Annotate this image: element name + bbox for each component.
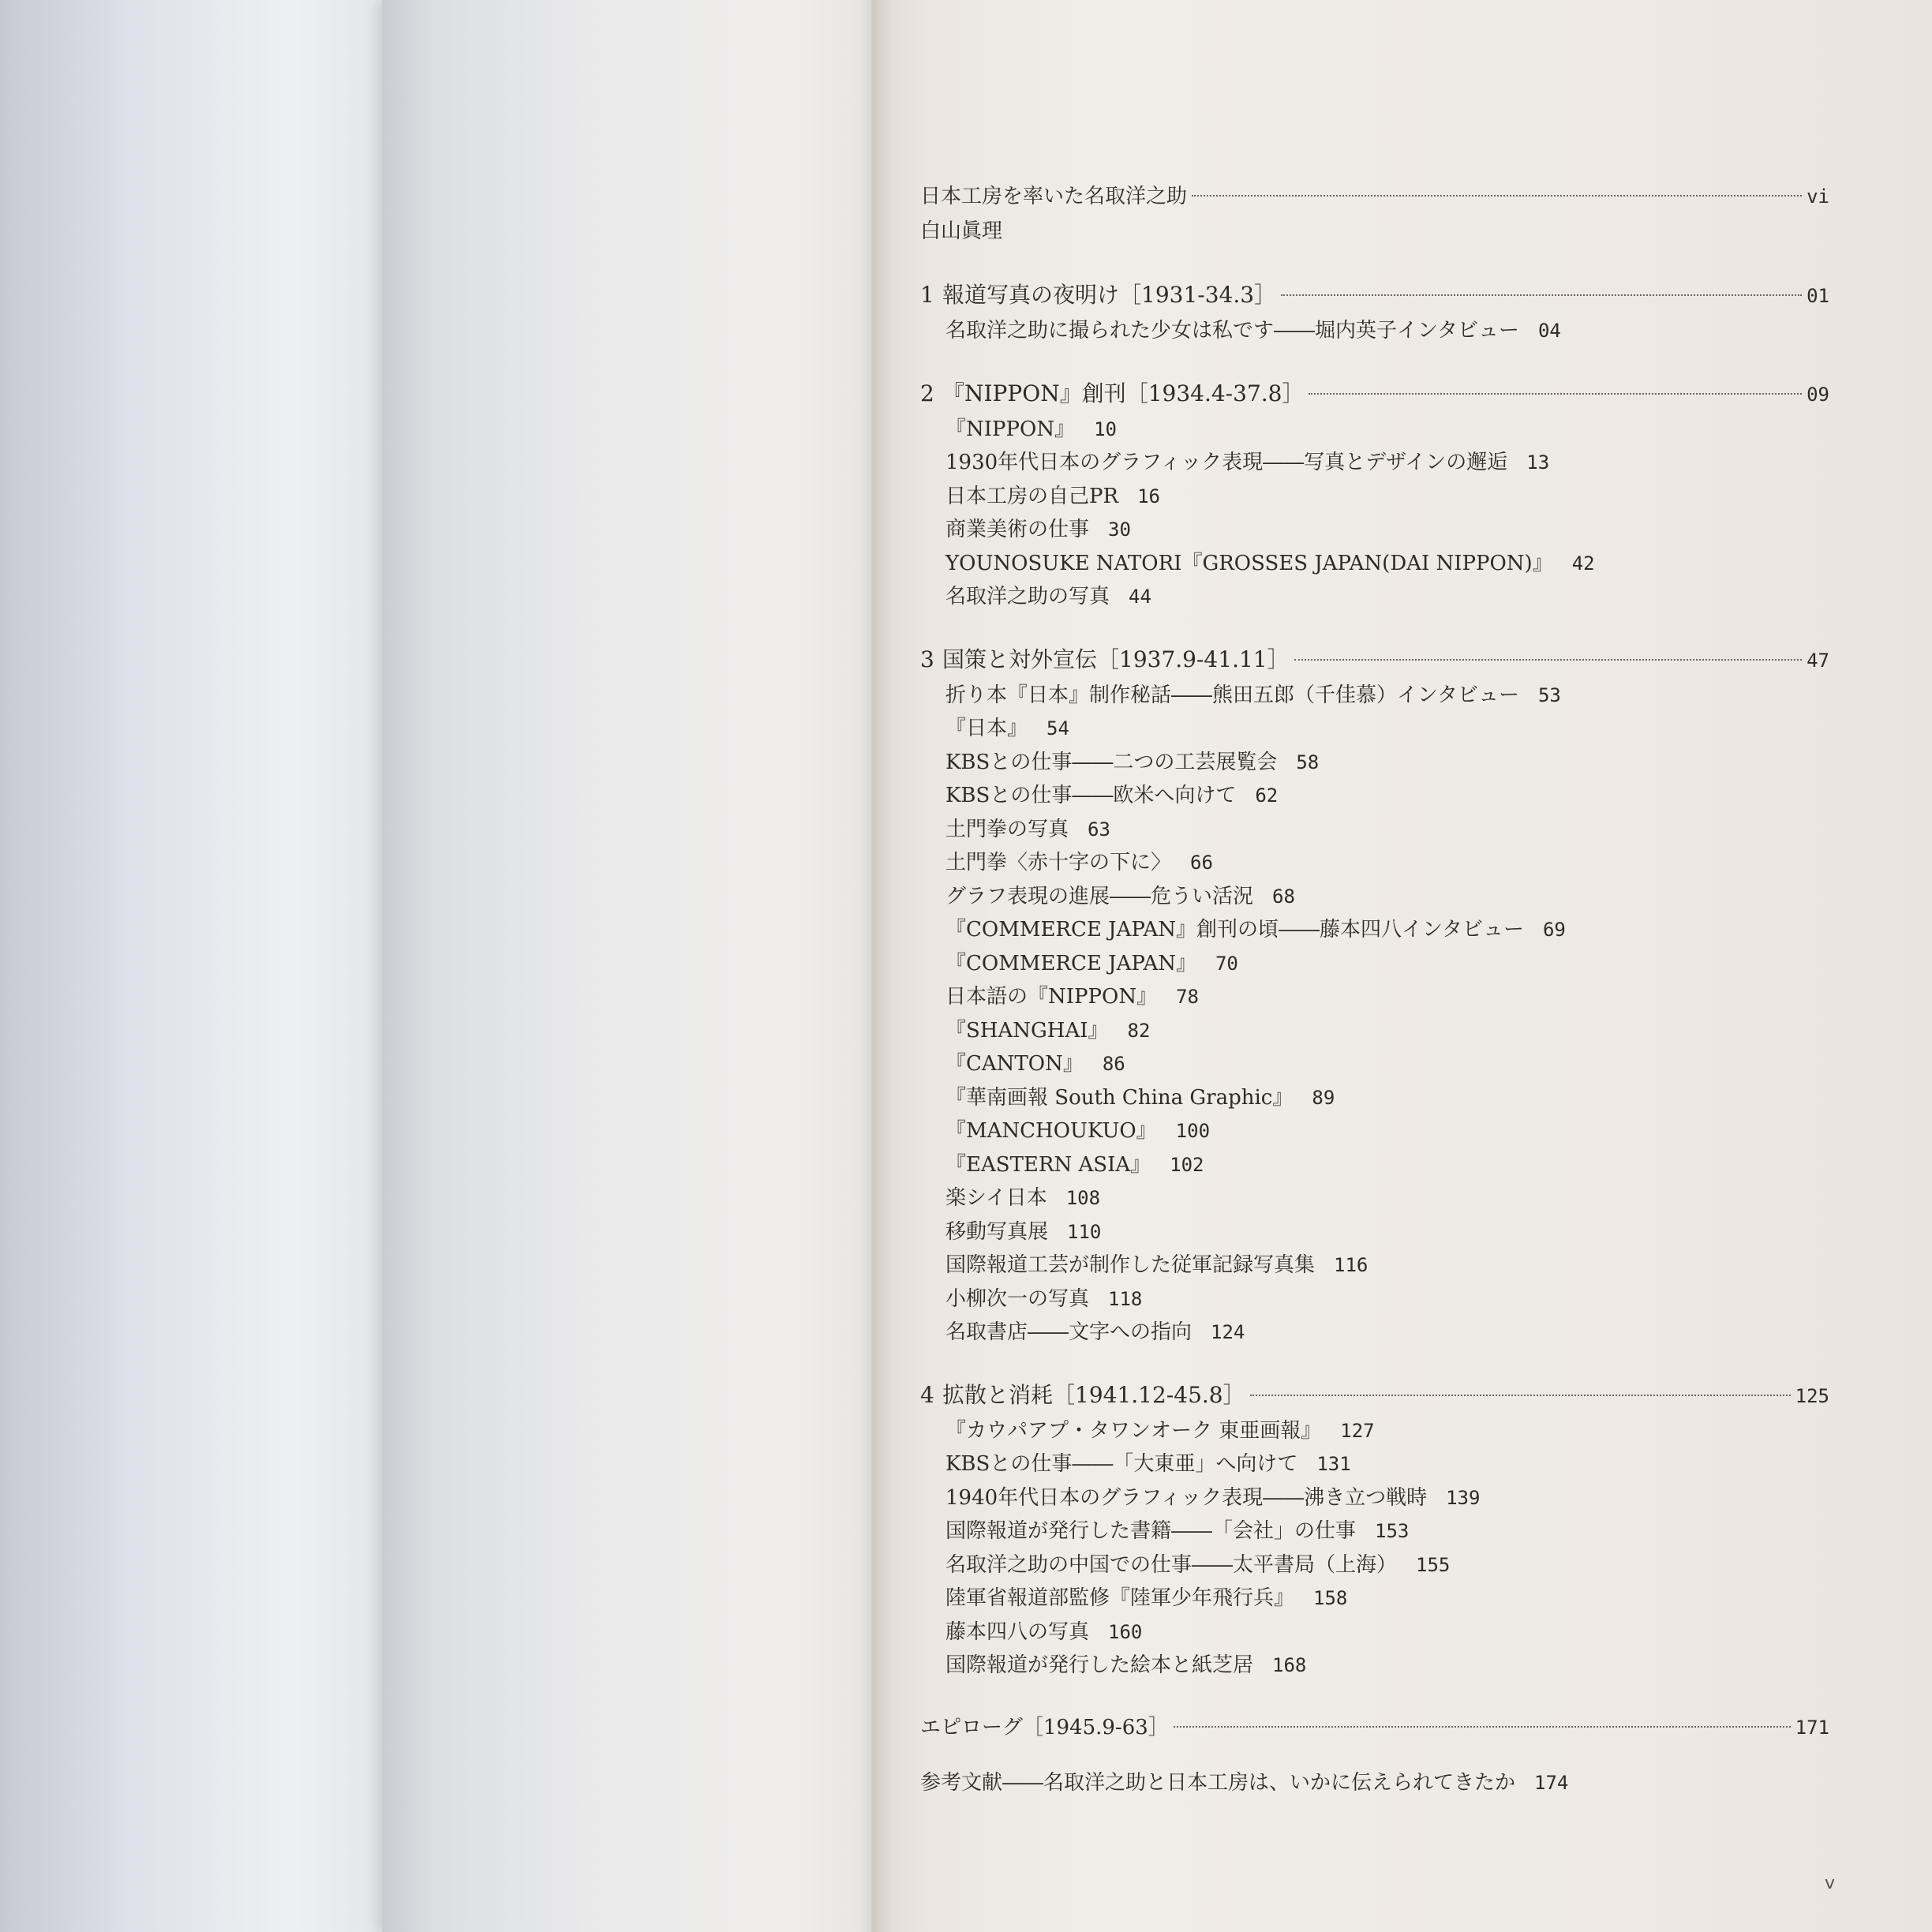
toc-item-page: 131 [1316, 1453, 1351, 1475]
toc-item-label: 土門拳〈赤十字の下に〉 [945, 851, 1172, 874]
toc-intro-entry [920, 180, 1829, 215]
section-number: 4 [920, 1381, 934, 1408]
spacer [920, 1350, 1829, 1378]
toc-item-page: 13 [1526, 451, 1550, 474]
toc-item-label: YOUNOSUKE NATORI『GROSSES JAPAN(DAI NIPPON)』 [945, 551, 1553, 575]
toc-item [920, 712, 1829, 746]
toc-item-page: 110 [1067, 1220, 1102, 1243]
toc-item-page: 116 [1334, 1254, 1368, 1276]
toc-item-label: 日本工房の自己PR [945, 484, 1119, 508]
toc-item-page: 44 [1129, 586, 1151, 608]
toc-item-page: 53 [1537, 683, 1561, 706]
dot-leader [1250, 1395, 1791, 1396]
toc-item [920, 880, 1829, 914]
toc-intro-author: 白山眞理 [920, 219, 1003, 243]
dot-leader [1192, 195, 1802, 197]
section-title: 国策と対外宣伝［1937.9-41.11］ [942, 646, 1290, 672]
section-title: 報道写真の夜明け［1931-34.3］ [942, 282, 1277, 308]
toc-item-label: KBSとの仕事――欧米へ向けて [945, 784, 1237, 807]
toc-item-label: KBSとの仕事――「大東亜」へ向けて [945, 1452, 1298, 1476]
dot-leader [1294, 659, 1803, 661]
toc-item [920, 446, 1829, 480]
section-title: 『NIPPON』創刊［1934.4-37.8］ [942, 380, 1305, 406]
toc-item [920, 1548, 1829, 1582]
toc-item-label: 国際報道が発行した書籍――「会社」の仕事 [945, 1519, 1357, 1543]
toc-item [920, 1447, 1829, 1481]
toc-item-label: 『華南画報 South China Graphic』 [945, 1085, 1294, 1110]
toc-item-page: 58 [1296, 751, 1320, 773]
toc-item-label: 日本語の『NIPPON』 [945, 985, 1158, 1009]
toc-section-1 [920, 278, 1829, 314]
toc-item [920, 980, 1829, 1014]
toc-item-label: 『COMMERCE JAPAN』創刊の頃――藤本四八インタビュー [945, 918, 1524, 942]
toc-item-label: 小柳次一の写真 [945, 1286, 1090, 1311]
toc-item-page: 10 [1094, 417, 1117, 440]
toc-item [920, 480, 1829, 514]
toc-item-page: 124 [1211, 1321, 1245, 1343]
toc-item-label: 藤本四八の写真 [945, 1619, 1090, 1644]
section-title: 拡散と消耗［1941.12-45.8］ [942, 1381, 1245, 1408]
toc-item-page: 78 [1176, 986, 1199, 1008]
toc-item-label: 商業美術の仕事 [945, 518, 1090, 541]
toc-item-label: グラフ表現の進展――危うい活況 [945, 884, 1254, 908]
toc-item-label: 折り本『日本』制作秘話――熊田五郎（千佳慕）インタビュー [945, 683, 1519, 707]
section-number: 2 [920, 380, 934, 406]
section-page: 09 [1807, 383, 1829, 406]
toc-item-label: 名取洋之助の中国での仕事――太平書局（上海） [945, 1552, 1398, 1577]
toc-item-page: 118 [1108, 1287, 1143, 1310]
toc-item-page: 04 [1537, 320, 1561, 342]
toc-item-page: 54 [1046, 717, 1069, 739]
toc-item-page: 82 [1127, 1019, 1151, 1042]
toc-item-label: 陸軍省報道部監修『陸軍少年飛行兵』 [945, 1586, 1295, 1610]
toc-item-page: 158 [1313, 1587, 1348, 1609]
epilogue-title: エピローグ［1945.9-63］ [920, 1715, 1169, 1739]
toc-item-label: 移動写真展 [945, 1219, 1049, 1244]
toc-item-page: 86 [1102, 1053, 1125, 1075]
toc-item [920, 1316, 1829, 1350]
toc-item-page: 30 [1108, 519, 1131, 541]
toc-item-label: 名取書店――文字への指向 [945, 1320, 1193, 1344]
toc-item-page: 139 [1446, 1486, 1481, 1509]
toc-item [920, 547, 1829, 581]
toc-item-page: 66 [1190, 852, 1213, 874]
toc-item-label: KBSとの仕事――二つの工芸展覧会 [945, 750, 1278, 774]
toc-item [920, 1081, 1829, 1115]
toc-item-label: 国際報道が発行した絵本と紙芝居 [945, 1653, 1254, 1677]
toc-item-label: 楽シイ日本 [945, 1186, 1047, 1210]
toc-intro-title: 日本工房を率いた名取洋之助 [920, 185, 1188, 208]
toc-item [920, 679, 1829, 713]
toc-item [920, 1181, 1829, 1215]
toc-item-page: 89 [1312, 1086, 1335, 1109]
toc-item [920, 1515, 1829, 1548]
section-number: 3 [920, 646, 934, 672]
toc-epilogue [920, 1711, 1829, 1746]
toc-item [920, 913, 1829, 947]
toc-item-page: 62 [1255, 784, 1279, 807]
toc-item-label: 名取洋之助に撮られた少女は私です――堀内英子インタビュー [945, 319, 1519, 343]
spacer [920, 614, 1829, 642]
toc-item-page: 160 [1108, 1620, 1143, 1643]
toc-item-label: 『NIPPON』 [945, 417, 1076, 441]
spacer [920, 348, 1829, 376]
references-page: 174 [1534, 1771, 1569, 1794]
toc-section-4 [920, 1378, 1829, 1414]
toc-item [920, 1047, 1829, 1081]
toc-item [920, 513, 1829, 547]
toc-item-page: 155 [1416, 1553, 1451, 1576]
toc-item-page: 63 [1088, 818, 1110, 841]
toc-section-3 [920, 642, 1829, 679]
toc-item-page: 42 [1571, 552, 1595, 575]
toc-item [920, 1014, 1829, 1048]
toc-item [920, 813, 1829, 847]
toc-item [920, 413, 1829, 447]
toc-item [920, 1414, 1829, 1448]
section-page: 01 [1807, 285, 1829, 307]
toc-section-2 [920, 376, 1829, 413]
toc-item-label: 名取洋之助の写真 [945, 585, 1110, 608]
table-of-contents [920, 180, 1829, 1801]
toc-item [920, 1114, 1829, 1148]
page-folio: v [1825, 1874, 1836, 1893]
book-gutter [860, 0, 892, 1932]
toc-item [920, 846, 1829, 880]
toc-item-page: 127 [1340, 1419, 1375, 1442]
spacer [920, 1683, 1829, 1711]
toc-item [920, 1282, 1829, 1316]
section-page: 125 [1795, 1384, 1829, 1407]
toc-item-label: 『日本』 [945, 717, 1028, 740]
toc-item [920, 1582, 1829, 1616]
toc-item-page: 16 [1137, 485, 1160, 507]
spacer [920, 1746, 1829, 1766]
toc-item [920, 1649, 1829, 1683]
left-page [382, 0, 887, 1932]
toc-intro-page: vi [1807, 185, 1829, 208]
toc-item-page: 100 [1175, 1120, 1211, 1142]
dot-leader [1281, 294, 1802, 296]
toc-item-page: 102 [1170, 1153, 1204, 1176]
toc-item [920, 746, 1829, 780]
references-title: 参考文献――名取洋之助と日本工房は、いかに伝えられてきたか [920, 1770, 1516, 1795]
section-number: 1 [920, 282, 934, 308]
toc-item-label: 『カウパアプ・タワンオーク 東亜画報』 [945, 1418, 1322, 1443]
toc-item-page: 70 [1215, 952, 1238, 975]
toc-item [920, 1481, 1829, 1515]
toc-item-page: 69 [1542, 919, 1566, 941]
toc-item-label: 1930年代日本のグラフィック表現――写真とデザインの邂逅 [945, 451, 1508, 474]
toc-item [920, 947, 1829, 981]
dot-leader [1174, 1726, 1791, 1728]
toc-item [920, 1249, 1829, 1282]
toc-item [920, 779, 1829, 813]
spacer [920, 249, 1829, 278]
section-page: 47 [1807, 649, 1829, 672]
toc-item-label: 土門拳の写真 [945, 817, 1069, 841]
toc-item-page: 108 [1065, 1187, 1101, 1209]
toc-item-label: 国際報道工芸が制作した従軍記録写真集 [945, 1253, 1316, 1277]
left-page-edge [0, 0, 395, 1932]
toc-item-label: 1940年代日本のグラフィック表現――沸き立つ戦時 [945, 1485, 1428, 1510]
toc-item-label: 『SHANGHAI』 [945, 1018, 1109, 1043]
toc-item-label: 『MANCHOUKUO』 [945, 1119, 1157, 1143]
toc-item [920, 1148, 1829, 1182]
toc-item-page: 168 [1272, 1654, 1307, 1676]
toc-item-label: 『EASTERN ASIA』 [945, 1152, 1151, 1177]
toc-item [920, 1215, 1829, 1249]
toc-references [920, 1766, 1829, 1801]
toc-item [920, 580, 1829, 614]
toc-item-label: 『COMMERCE JAPAN』 [945, 951, 1196, 975]
epilogue-page: 171 [1795, 1716, 1829, 1739]
dot-leader [1309, 393, 1802, 395]
toc-item [920, 314, 1829, 348]
toc-item-page: 153 [1375, 1520, 1410, 1542]
toc-item-label: 『CANTON』 [945, 1052, 1084, 1076]
toc-item [920, 1616, 1829, 1649]
toc-item-page: 68 [1272, 885, 1295, 908]
